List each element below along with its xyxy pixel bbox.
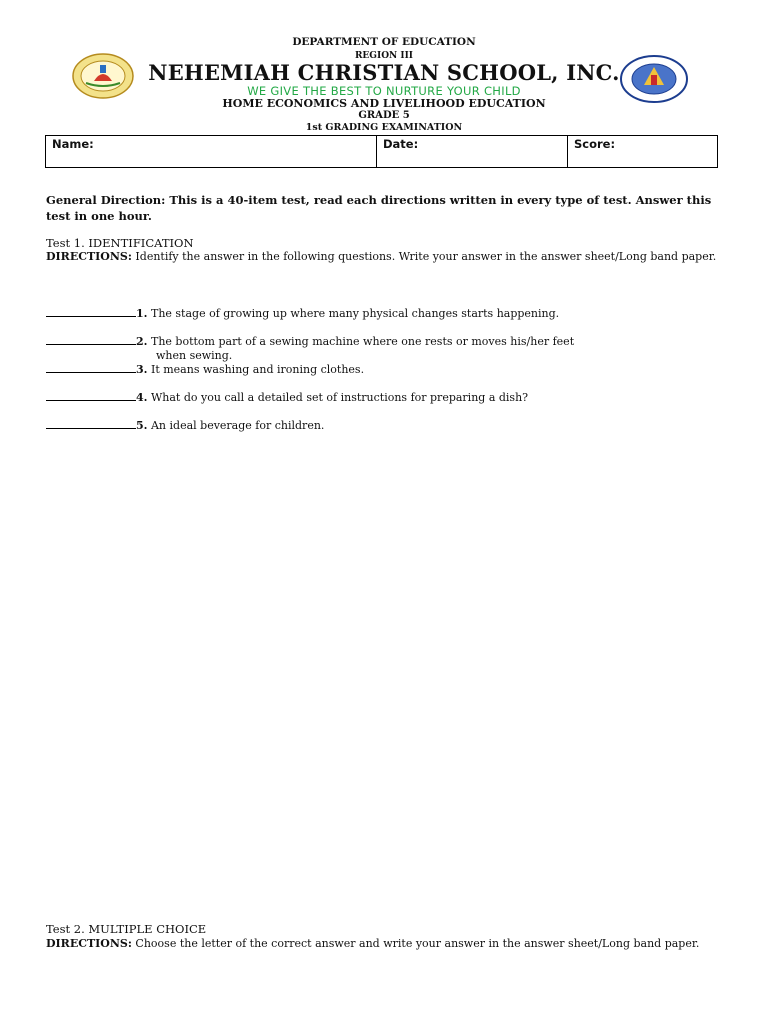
answer-blank[interactable] — [46, 390, 136, 401]
item-number: 2. — [136, 335, 148, 348]
item-text: An ideal beverage for children. — [147, 419, 325, 432]
grade-heading: GRADE 5 — [358, 110, 410, 121]
school-motto: WE GIVE THE BEST TO NURTURE YOUR CHILD — [247, 84, 521, 98]
test2-directions — [46, 937, 718, 951]
item-text: The bottom part of a sewing machine where one rests or moves his/her feet — [147, 335, 575, 348]
name-label: Name: — [52, 137, 94, 151]
item-text: The stage of growing up where many physical changes starts happening. — [147, 307, 560, 320]
answer-blank[interactable] — [46, 334, 136, 345]
answer-blank[interactable] — [46, 306, 136, 317]
answer-blank[interactable] — [46, 362, 136, 373]
test2-title — [46, 922, 206, 936]
region-heading: REGION III — [354, 51, 414, 61]
student-info-table — [45, 135, 718, 168]
school-name: NEHEMIAH CHRISTIAN SCHOOL, INC. — [148, 60, 620, 85]
answer-blank[interactable] — [46, 418, 136, 429]
score-label: Score: — [574, 137, 616, 151]
general-direction: General Direction: This is a 40-item test, read each directions written in every type of test. Answer this test in one hour. — [46, 193, 712, 223]
item-text-continued: when sewing. — [156, 349, 233, 362]
item-number: 3. — [136, 363, 148, 376]
test1-directions — [46, 250, 718, 264]
item-number: 5. — [136, 419, 148, 432]
test1-title — [46, 236, 194, 250]
test2-directions-text: Choose the letter of the correct answer and write your answer in the answer sheet/Long band paper. — [131, 937, 700, 950]
item-text: What do you call a detailed set of instructions for preparing a dish? — [147, 391, 529, 404]
item-text: It means washing and ironing clothes. — [147, 363, 365, 376]
name-field[interactable] — [46, 136, 377, 168]
date-field[interactable] — [377, 136, 568, 168]
item-number: 4. — [136, 391, 148, 404]
date-label: Date: — [383, 137, 419, 151]
question-item — [46, 306, 706, 321]
question-item — [46, 334, 706, 363]
score-field[interactable] — [568, 136, 718, 168]
exam-heading: 1st GRADING EXAMINATION — [305, 122, 463, 133]
subject-heading: HOME ECONOMICS AND LIVELIHOOD EDUCATION — [222, 97, 546, 110]
test1-title-text: Test 1. IDENTIFICATION — [46, 236, 194, 250]
question-item — [46, 362, 706, 377]
department-heading: DEPARTMENT OF EDUCATION — [292, 36, 476, 48]
test1-directions-label: DIRECTIONS: — [46, 250, 132, 263]
question-item — [46, 390, 706, 405]
test1-directions-text: Identify the answer in the following questions. Write your answer in the answer sheet/Long band paper. — [131, 250, 717, 263]
question-item — [46, 418, 706, 433]
test2-directions-label: DIRECTIONS: — [46, 937, 132, 950]
test2-title-text: Test 2. MULTIPLE CHOICE — [46, 922, 207, 936]
item-number: 1. — [136, 307, 148, 320]
